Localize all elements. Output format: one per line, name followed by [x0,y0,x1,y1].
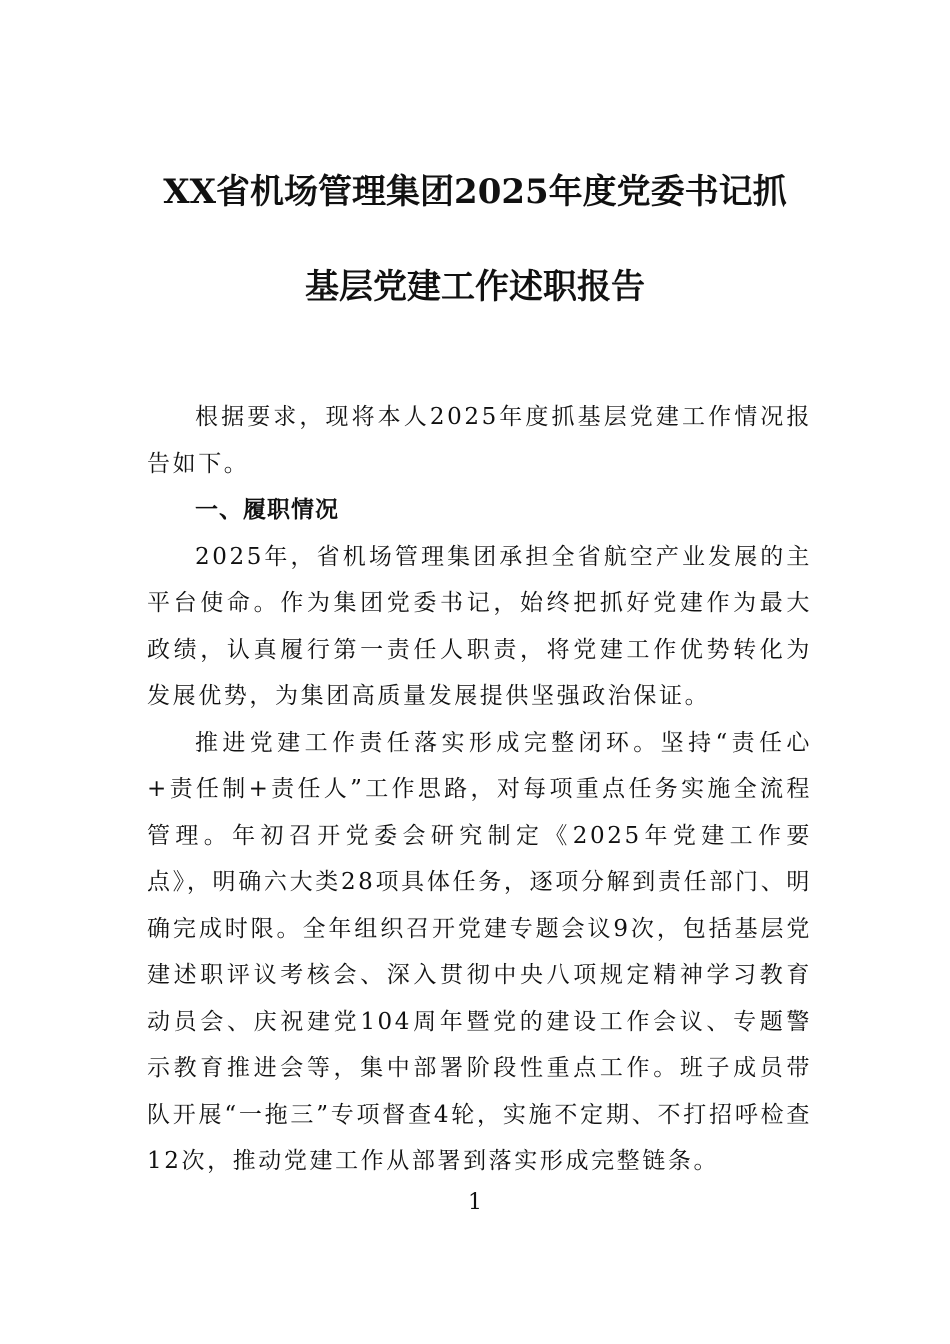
document-title-line-1: XX省机场管理集团2025年度党委书记抓 [163,172,787,212]
section-heading: 一、履职情况 [195,497,339,523]
body-paragraph: 2025年，省机场管理集团承担全省航空产业发展的主平台使命。作为集团党委书记，始终把抓好党建作为最大政绩，认真履行第一责任人职责，将党建工作优势转化为发展优势，为集团高质量发展提供坚强政治保证。 [147,543,812,709]
intro-paragraph: 根据要求，现将本人2025年度抓基层党建工作情况报告如下。 [147,404,812,477]
page-number: 1 [468,1190,482,1215]
document-title-line-2: 基层党建工作述职报告 [305,267,645,307]
body-paragraph: 推进党建工作责任落实形成完整闭环。坚持“责任心+责任制+责任人”工作思路，对每项重点任务实施全流程管理。年初召开党委会研究制定《2025年党建工作要点》，明确六大类28项具体任务，逐项分解到责任部门、明确完成时限。全年组织召开党建专题会议9次，包括基层党建述职评议考核会、深入贯彻中央八项规定精神学习教育动员会、庆祝建党104周年暨党的建设工作会议、专题警示教育推进会等，集中部署阶段性重点工作。班子成员带队开展“一拖三”专项督查4轮，实施不定期、不打招呼检查12次，推动党建工作从部署到落实形成完整链条。 [147,729,812,1174]
document-body [147,394,812,1185]
